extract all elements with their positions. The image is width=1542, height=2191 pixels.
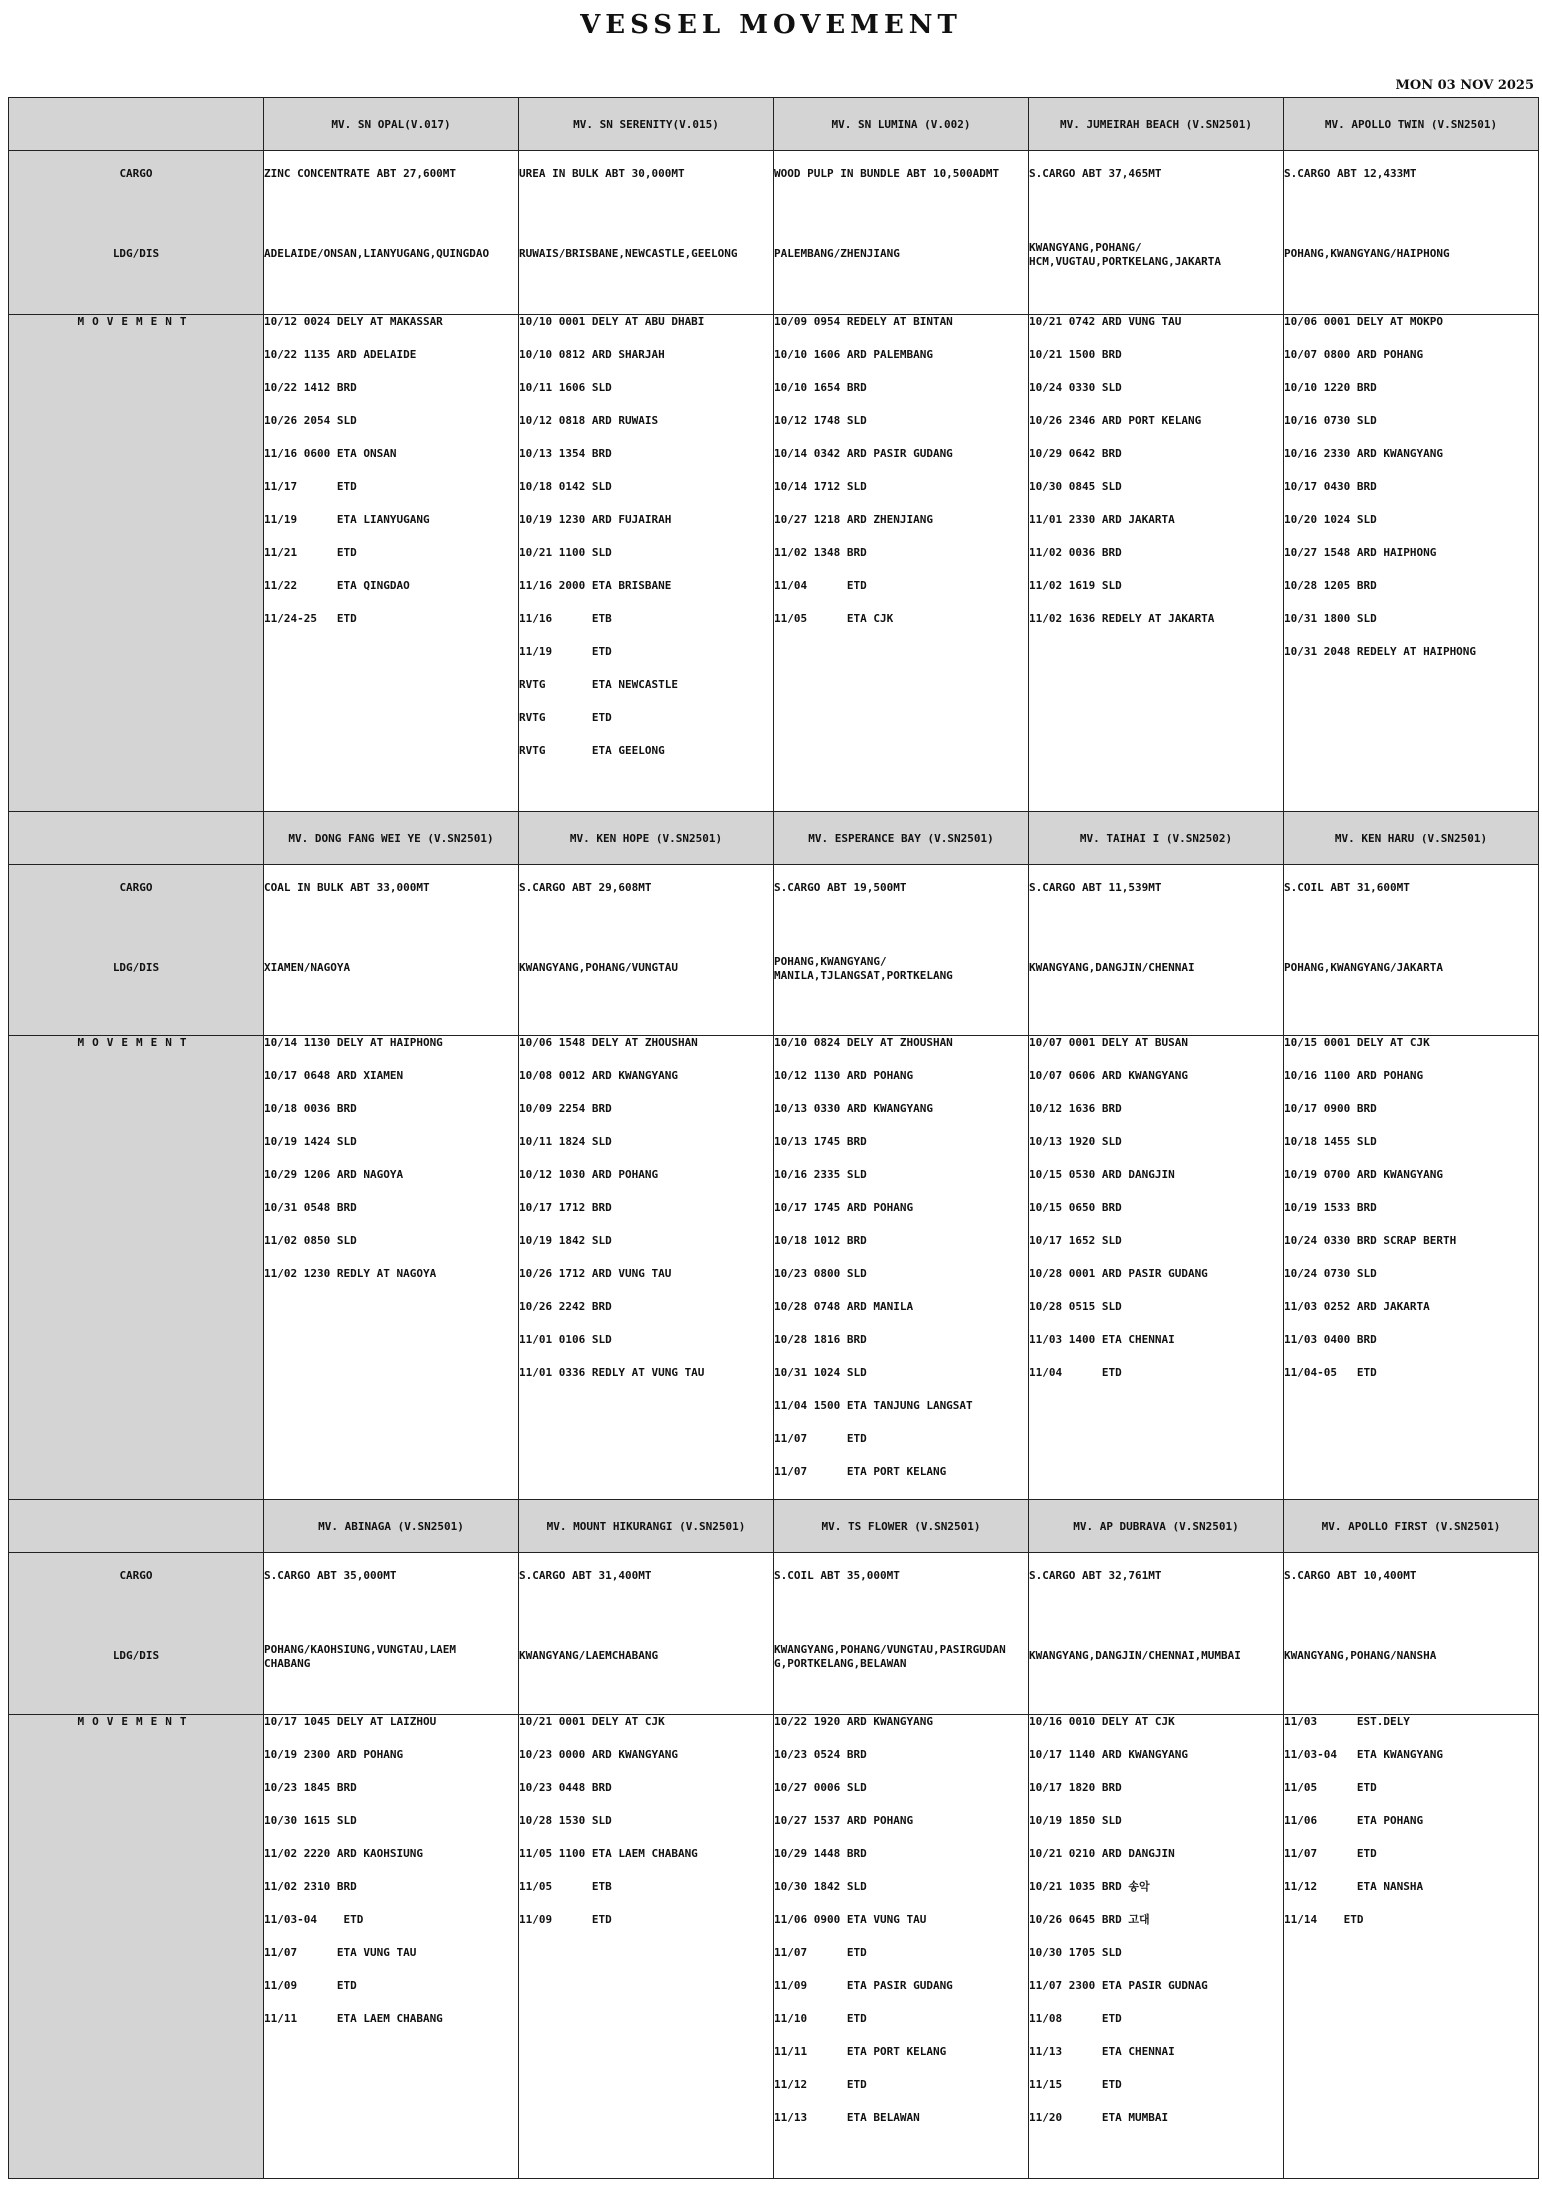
movement-label-cell: [9, 315, 264, 812]
cargo-description: S.CARGO ABT 11,539MT: [1029, 881, 1162, 894]
ldg-dis-route: KWANGYANG,POHANG/VUNGTAU,PASIRGUDAN: [774, 1643, 1006, 1656]
ldg-dis-route: KWANGYANG/LAEMCHABANG: [519, 1649, 659, 1662]
vessel-name: MV. MOUNT HIKURANGI (V.SN2501): [546, 1519, 746, 1533]
movement-entry: 10/19 1230 ARD FUJAIRAH: [519, 513, 672, 526]
movement-entry: 11/17 ETD: [264, 480, 357, 493]
movement-entry: 11/03 0252 ARD JAKARTA: [1284, 1300, 1430, 1313]
movement-entry: 10/19 2300 ARD POHANG: [264, 1748, 404, 1761]
movement-entry: 10/19 1842 SLD: [519, 1234, 612, 1247]
ldg-dis-route: KWANGYANG,DANGJIN/CHENNAI: [1029, 961, 1195, 974]
movement-entry: 10/11 1606 SLD: [519, 381, 612, 394]
movement-row: [9, 1036, 1539, 1500]
movement-cell: [1029, 1715, 1284, 2179]
movement-entry: 10/17 1652 SLD: [1029, 1234, 1122, 1247]
cargo-description: S.CARGO ABT 19,500MT: [774, 881, 907, 894]
ldg-dis-route: KWANGYANG,POHANG/NANSHA: [1284, 1649, 1437, 1662]
movement-entry: 10/24 0730 SLD: [1284, 1267, 1377, 1280]
vessel-name-cell: [1029, 98, 1284, 151]
movement-cell: [519, 315, 774, 812]
movement-entry: 10/29 0642 BRD: [1029, 447, 1122, 460]
cargo-cell: [264, 865, 519, 1036]
movement-entry: 10/10 0824 DELY AT ZHOUSHAN: [774, 1036, 953, 1049]
movement-cell: [264, 315, 519, 812]
vessel-name-cell: [519, 98, 774, 151]
cargo-cell: [1029, 865, 1284, 1036]
cargo-cell: [1284, 1553, 1539, 1715]
movement-entry: 10/15 0001 DELY AT CJK: [1284, 1036, 1430, 1049]
movement-entry: 10/22 1412 BRD: [264, 381, 357, 394]
cargo-cell: [774, 865, 1029, 1036]
movement-entry: 11/05 ETA CJK: [774, 612, 894, 625]
movement-entry: 11/19 ETA LIANYUGANG: [264, 513, 430, 526]
movement-entry: 11/05 ETD: [1284, 1781, 1377, 1794]
movement-entry: 11/02 1636 REDELY AT JAKARTA: [1029, 612, 1215, 625]
movement-entry: 10/06 1548 DELY AT ZHOUSHAN: [519, 1036, 698, 1049]
vessel-name-cell: [519, 812, 774, 865]
cargo-label-cell: [9, 865, 264, 1036]
ldg-dis-route: POHANG,KWANGYANG/HAIPHONG: [1284, 247, 1450, 260]
movement-cell: [519, 1036, 774, 1500]
movement-entry: 10/21 1035 BRD 송악: [1029, 1880, 1150, 1893]
movement-entry: 11/11 ETA PORT KELANG: [774, 2045, 947, 2058]
movement-entry: 10/31 2048 REDELY AT HAIPHONG: [1284, 645, 1477, 658]
cargo-row: [9, 1553, 1539, 1715]
movement-entry: 10/28 0001 ARD PASIR GUDANG: [1029, 1267, 1208, 1280]
movement-entry: 10/27 1537 ARD POHANG: [774, 1814, 914, 1827]
vessel-name-cell: [774, 98, 1029, 151]
cargo-description: S.CARGO ABT 32,761MT: [1029, 1569, 1162, 1582]
movement-entry: 10/23 0524 BRD: [774, 1748, 867, 1761]
vessel-name-cell: [774, 812, 1029, 865]
vessel-name: MV. SN SERENITY(V.015): [573, 117, 719, 131]
movement-entry: 10/23 0800 SLD: [774, 1267, 867, 1280]
movement-entry: 11/24-25 ETD: [264, 612, 357, 625]
movement-entry: 11/07 2300 ETA PASIR GUDNAG: [1029, 1979, 1208, 1992]
vessel-name: MV. KEN HOPE (V.SN2501): [569, 831, 723, 845]
movement-entry: 11/07 ETD: [774, 1946, 867, 1959]
vessel-name-cell: [1284, 812, 1539, 865]
movement-row: [9, 315, 1539, 812]
movement-entry: 10/16 1100 ARD POHANG: [1284, 1069, 1424, 1082]
movement-entry: 10/15 0650 BRD: [1029, 1201, 1122, 1214]
cargo-cell: [1284, 151, 1539, 315]
movement-entry: 10/19 1424 SLD: [264, 1135, 357, 1148]
movement-entry: 10/16 2335 SLD: [774, 1168, 867, 1181]
movement-entry: 11/01 2330 ARD JAKARTA: [1029, 513, 1175, 526]
movement-entry: RVTG ETA GEELONG: [519, 744, 665, 757]
movement-entry: 10/17 1745 ARD POHANG: [774, 1201, 914, 1214]
movement-entry: 10/26 2346 ARD PORT KELANG: [1029, 414, 1202, 427]
cargo-cell: [519, 151, 774, 315]
cargo-label-cell: [9, 1553, 264, 1715]
cargo-label: CARGO: [119, 1569, 153, 1582]
ldg-dis-route: ADELAIDE/ONSAN,LIANYUGANG,QUINGDAO: [264, 247, 490, 260]
cargo-description: S.COIL ABT 35,000MT: [774, 1569, 900, 1582]
movement-entry: 10/22 1920 ARD KWANGYANG: [774, 1715, 933, 1728]
movement-entry: 10/19 0700 ARD KWANGYANG: [1284, 1168, 1443, 1181]
movement-entry: 10/11 1824 SLD: [519, 1135, 612, 1148]
movement-entry: 11/15 ETD: [1029, 2078, 1122, 2091]
movement-label: MOVEMENT: [77, 1715, 195, 1728]
movement-entry: 10/13 1354 BRD: [519, 447, 612, 460]
vessel-name: MV. KEN HARU (V.SN2501): [1334, 831, 1488, 845]
movement-entry: RVTG ETD: [519, 711, 612, 724]
movement-entry: 10/27 0006 SLD: [774, 1781, 867, 1794]
movement-entry: 11/02 0850 SLD: [264, 1234, 357, 1247]
page-title: VESSEL MOVEMENT: [580, 10, 962, 40]
movement-entry: 10/12 0024 DELY AT MAKASSAR: [264, 315, 443, 328]
movement-entry: 11/09 ETD: [519, 1913, 612, 1926]
movement-entry: 10/12 1636 BRD: [1029, 1102, 1122, 1115]
vessel-name: MV. SN OPAL(V.017): [331, 117, 451, 131]
cargo-description: S.CARGO ABT 37,465MT: [1029, 167, 1162, 180]
ldg-dis-route: PALEMBANG/ZHENJIANG: [774, 247, 900, 260]
movement-entry: 11/02 0036 BRD: [1029, 546, 1122, 559]
movement-entry: 10/23 0000 ARD KWANGYANG: [519, 1748, 678, 1761]
movement-entry: 10/08 0012 ARD KWANGYANG: [519, 1069, 678, 1082]
ldg-dis-route: KWANGYANG,POHANG/: [1029, 241, 1142, 254]
movement-entry: 11/09 ETD: [264, 1979, 357, 1992]
cargo-row: [9, 151, 1539, 315]
vessel-name: MV. AP DUBRAVA (V.SN2501): [1073, 1519, 1239, 1533]
movement-entry: 10/12 1030 ARD POHANG: [519, 1168, 659, 1181]
ldg-dis-route: RUWAIS/BRISBANE,NEWCASTLE,GEELONG: [519, 247, 738, 260]
movement-entry: 10/30 1615 SLD: [264, 1814, 357, 1827]
cargo-cell: [774, 151, 1029, 315]
movement-entry: 11/20 ETA MUMBAI: [1029, 2111, 1169, 2124]
header-corner: [9, 98, 264, 151]
ldg-dis-route: KWANGYANG,POHANG/VUNGTAU: [519, 961, 678, 974]
movement-cell: [1284, 315, 1539, 812]
movement-entry: 10/16 0010 DELY AT CJK: [1029, 1715, 1175, 1728]
vessel-header-row: [9, 1500, 1539, 1553]
vessel-name: MV. TS FLOWER (V.SN2501): [821, 1519, 981, 1533]
ldg-dis-label: LDG/DIS: [112, 1649, 160, 1662]
movement-entry: 11/07 ETA VUNG TAU: [264, 1946, 417, 1959]
ldg-dis-route: XIAMEN/NAGOYA: [264, 961, 351, 974]
movement-entry: 10/07 0001 DELY AT BUSAN: [1029, 1036, 1188, 1049]
movement-entry: 10/07 0606 ARD KWANGYANG: [1029, 1069, 1188, 1082]
vessel-name-cell: [1284, 98, 1539, 151]
movement-entry: 11/04-05 ETD: [1284, 1366, 1377, 1379]
cargo-description: S.CARGO ABT 35,000MT: [264, 1569, 397, 1582]
movement-entry: 11/01 0106 SLD: [519, 1333, 612, 1346]
movement-entry: 11/07 ETD: [1284, 1847, 1377, 1860]
movement-entry: 10/24 0330 SLD: [1029, 381, 1122, 394]
movement-entry: 10/18 1012 BRD: [774, 1234, 867, 1247]
ldg-dis-route: HCM,VUGTAU,PORTKELANG,JAKARTA: [1029, 255, 1222, 268]
movement-entry: 11/04 ETD: [1029, 1366, 1122, 1379]
movement-entry: 10/12 0818 ARD RUWAIS: [519, 414, 659, 427]
movement-entry: 11/02 2310 BRD: [264, 1880, 357, 1893]
vessel-name: MV. JUMEIRAH BEACH (V.SN2501): [1059, 117, 1253, 131]
movement-entry: 10/14 1712 SLD: [774, 480, 867, 493]
vessel-name: MV. APOLLO TWIN (V.SN2501): [1324, 117, 1498, 131]
movement-label: MOVEMENT: [77, 315, 195, 328]
cargo-description: S.CARGO ABT 10,400MT: [1284, 1569, 1417, 1582]
movement-entry: 10/30 1842 SLD: [774, 1880, 867, 1893]
movement-cell: [264, 1036, 519, 1500]
cargo-description: COAL IN BULK ABT 33,000MT: [264, 881, 430, 894]
movement-entry: 10/23 0448 BRD: [519, 1781, 612, 1794]
vessel-name: MV. TAIHAI I (V.SN2502): [1079, 831, 1233, 845]
movement-entry: RVTG ETA NEWCASTLE: [519, 678, 678, 691]
movement-entry: 10/19 1533 BRD: [1284, 1201, 1377, 1214]
movement-entry: 10/17 1140 ARD KWANGYANG: [1029, 1748, 1188, 1761]
movement-entry: 11/16 2000 ETA BRISBANE: [519, 579, 672, 592]
movement-entry: 10/18 1455 SLD: [1284, 1135, 1377, 1148]
movement-cell: [774, 315, 1029, 812]
movement-entry: 10/17 1820 BRD: [1029, 1781, 1122, 1794]
cargo-cell: [264, 151, 519, 315]
vessel-name: MV. APOLLO FIRST (V.SN2501): [1321, 1519, 1501, 1533]
movement-entry: 10/06 0001 DELY AT MOKPO: [1284, 315, 1443, 328]
movement-cell: [774, 1036, 1029, 1500]
cargo-description: S.COIL ABT 31,600MT: [1284, 881, 1410, 894]
report-date: MON 03 NOV 2025: [1395, 78, 1534, 93]
movement-entry: 11/04 ETD: [774, 579, 867, 592]
movement-entry: 11/21 ETD: [264, 546, 357, 559]
movement-entry: 10/09 2254 BRD: [519, 1102, 612, 1115]
movement-entry: 10/28 0748 ARD MANILA: [774, 1300, 914, 1313]
movement-entry: 10/22 1135 ARD ADELAIDE: [264, 348, 417, 361]
movement-entry: 10/14 1130 DELY AT HAIPHONG: [264, 1036, 443, 1049]
movement-entry: 11/12 ETD: [774, 2078, 867, 2091]
cargo-cell: [1284, 865, 1539, 1036]
cargo-cell: [519, 1553, 774, 1715]
movement-entry: 11/07 ETA PORT KELANG: [774, 1465, 947, 1478]
movement-entry: 10/21 0210 ARD DANGJIN: [1029, 1847, 1175, 1860]
movement-entry: 10/26 1712 ARD VUNG TAU: [519, 1267, 672, 1280]
cargo-cell: [1029, 1553, 1284, 1715]
movement-entry: 11/02 1230 REDLY AT NAGOYA: [264, 1267, 437, 1280]
movement-entry: 10/17 1712 BRD: [519, 1201, 612, 1214]
cargo-description: S.CARGO ABT 31,400MT: [519, 1569, 652, 1582]
movement-cell: [1284, 1036, 1539, 1500]
vessel-name: MV. SN LUMINA (V.002): [831, 117, 971, 131]
movement-entry: 10/29 1206 ARD NAGOYA: [264, 1168, 404, 1181]
movement-entry: 10/09 0954 REDELY AT BINTAN: [774, 315, 953, 328]
movement-entry: 10/15 0530 ARD DANGJIN: [1029, 1168, 1175, 1181]
vessel-name-cell: [1029, 812, 1284, 865]
movement-entry: 11/03-04 ETA KWANGYANG: [1284, 1748, 1443, 1761]
movement-entry: 10/17 1045 DELY AT LAIZHOU: [264, 1715, 437, 1728]
movement-entry: 10/21 1100 SLD: [519, 546, 612, 559]
movement-cell: [1029, 315, 1284, 812]
movement-entry: 10/18 0036 BRD: [264, 1102, 357, 1115]
movement-entry: 10/13 0330 ARD KWANGYANG: [774, 1102, 933, 1115]
movement-entry: 11/01 0336 REDLY AT VUNG TAU: [519, 1366, 705, 1379]
movement-entry: 10/20 1024 SLD: [1284, 513, 1377, 526]
movement-entry: 11/02 1619 SLD: [1029, 579, 1122, 592]
cargo-cell: [264, 1553, 519, 1715]
vessel-movement-table: [8, 97, 1539, 2179]
movement-entry: 11/22 ETA QINGDAO: [264, 579, 410, 592]
movement-entry: 10/27 1548 ARD HAIPHONG: [1284, 546, 1437, 559]
movement-entry: 10/30 0845 SLD: [1029, 480, 1122, 493]
movement-entry: 10/17 0430 BRD: [1284, 480, 1377, 493]
vessel-name-cell: [519, 1500, 774, 1553]
movement-entry: 11/03 0400 BRD: [1284, 1333, 1377, 1346]
movement-entry: 10/21 0742 ARD VUNG TAU: [1029, 315, 1182, 328]
vessel-name: MV. ABINAGA (V.SN2501): [318, 1519, 464, 1533]
cargo-description: WOOD PULP IN BUNDLE ABT 10,500ADMT: [774, 167, 1000, 180]
movement-entry: 10/12 1748 SLD: [774, 414, 867, 427]
movement-entry: 10/10 1220 BRD: [1284, 381, 1377, 394]
movement-entry: 11/03 EST.DELY: [1284, 1715, 1410, 1728]
header-corner: [9, 812, 264, 865]
ldg-dis-label: LDG/DIS: [112, 961, 160, 974]
vessel-header-row: [9, 812, 1539, 865]
movement-entry: 10/31 0548 BRD: [264, 1201, 357, 1214]
movement-entry: 11/09 ETA PASIR GUDANG: [774, 1979, 953, 1992]
movement-entry: 10/28 1816 BRD: [774, 1333, 867, 1346]
movement-entry: 10/26 2242 BRD: [519, 1300, 612, 1313]
movement-entry: 11/03-04 ETD: [264, 1913, 364, 1926]
movement-cell: [774, 1715, 1029, 2179]
movement-entry: 11/10 ETD: [774, 2012, 867, 2025]
movement-entry: 10/30 1705 SLD: [1029, 1946, 1122, 1959]
movement-entry: 10/28 1530 SLD: [519, 1814, 612, 1827]
movement-entry: 10/17 0648 ARD XIAMEN: [264, 1069, 404, 1082]
ldg-dis-route: CHABANG: [264, 1657, 311, 1670]
movement-entry: 11/16 0600 ETA ONSAN: [264, 447, 397, 460]
ldg-dis-label: LDG/DIS: [112, 247, 160, 260]
movement-entry: 11/06 ETA POHANG: [1284, 1814, 1424, 1827]
movement-cell: [1029, 1036, 1284, 1500]
movement-entry: 10/28 1205 BRD: [1284, 579, 1377, 592]
movement-entry: 10/13 1920 SLD: [1029, 1135, 1122, 1148]
movement-entry: 10/26 2054 SLD: [264, 414, 357, 427]
movement-label-cell: [9, 1036, 264, 1500]
movement-entry: 10/17 0900 BRD: [1284, 1102, 1377, 1115]
movement-entry: 10/10 1654 BRD: [774, 381, 867, 394]
movement-entry: 11/03 1400 ETA CHENNAI: [1029, 1333, 1175, 1346]
ldg-dis-route: POHANG,KWANGYANG/: [774, 955, 887, 968]
movement-entry: 10/31 1800 SLD: [1284, 612, 1377, 625]
movement-entry: 10/13 1745 BRD: [774, 1135, 867, 1148]
movement-row: [9, 1715, 1539, 2179]
movement-entry: 10/10 0001 DELY AT ABU DHABI: [519, 315, 705, 328]
ldg-dis-route: POHANG,KWANGYANG/JAKARTA: [1284, 961, 1443, 974]
movement-entry: 10/21 0001 DELY AT CJK: [519, 1715, 665, 1728]
movement-entry: 10/16 2330 ARD KWANGYANG: [1284, 447, 1443, 460]
vessel-name-cell: [264, 812, 519, 865]
ldg-dis-route: G,PORTKELANG,BELAWAN: [774, 1657, 907, 1670]
movement-cell: [1284, 1715, 1539, 2179]
cargo-label-cell: [9, 151, 264, 315]
movement-entry: 10/24 0330 BRD SCRAP BERTH: [1284, 1234, 1457, 1247]
cargo-cell: [519, 865, 774, 1036]
movement-label: MOVEMENT: [77, 1036, 195, 1049]
movement-entry: 11/19 ETD: [519, 645, 612, 658]
movement-entry: 10/28 0515 SLD: [1029, 1300, 1122, 1313]
cargo-label: CARGO: [119, 167, 153, 180]
movement-entry: 10/18 0142 SLD: [519, 480, 612, 493]
cargo-row: [9, 865, 1539, 1036]
movement-entry: 11/11 ETA LAEM CHABANG: [264, 2012, 443, 2025]
movement-entry: 11/13 ETA BELAWAN: [774, 2111, 920, 2124]
cargo-description: ZINC CONCENTRATE ABT 27,600MT: [264, 167, 457, 180]
movement-entry: 10/31 1024 SLD: [774, 1366, 867, 1379]
movement-cell: [264, 1715, 519, 2179]
cargo-description: S.CARGO ABT 12,433MT: [1284, 167, 1417, 180]
header-corner: [9, 1500, 264, 1553]
vessel-header-row: [9, 98, 1539, 151]
movement-entry: 10/07 0800 ARD POHANG: [1284, 348, 1424, 361]
ldg-dis-route: MANILA,TJLANGSAT,PORTKELANG: [774, 969, 953, 982]
ldg-dis-route: POHANG/KAOHSIUNG,VUNGTAU,LAEM: [264, 1643, 457, 1656]
movement-entry: 10/10 1606 ARD PALEMBANG: [774, 348, 933, 361]
movement-entry: 11/12 ETA NANSHA: [1284, 1880, 1424, 1893]
movement-entry: 10/12 1130 ARD POHANG: [774, 1069, 914, 1082]
movement-entry: 10/19 1850 SLD: [1029, 1814, 1122, 1827]
movement-label-cell: [9, 1715, 264, 2179]
cargo-description: S.CARGO ABT 29,608MT: [519, 881, 652, 894]
cargo-description: UREA IN BULK ABT 30,000MT: [519, 167, 685, 180]
movement-cell: [519, 1715, 774, 2179]
movement-entry: 10/23 1845 BRD: [264, 1781, 357, 1794]
movement-entry: 11/02 2220 ARD KAOHSIUNG: [264, 1847, 423, 1860]
vessel-name-cell: [264, 1500, 519, 1553]
movement-entry: 10/29 1448 BRD: [774, 1847, 867, 1860]
movement-entry: 11/13 ETA CHENNAI: [1029, 2045, 1175, 2058]
ldg-dis-route: KWANGYANG,DANGJIN/CHENNAI,MUMBAI: [1029, 1649, 1241, 1662]
movement-entry: 11/05 ETB: [519, 1880, 612, 1893]
movement-entry: 11/08 ETD: [1029, 2012, 1122, 2025]
movement-entry: 11/02 1348 BRD: [774, 546, 867, 559]
movement-entry: 11/07 ETD: [774, 1432, 867, 1445]
vessel-name-cell: [1029, 1500, 1284, 1553]
vessel-name: MV. DONG FANG WEI YE (V.SN2501): [288, 831, 494, 845]
movement-entry: 11/05 1100 ETA LAEM CHABANG: [519, 1847, 698, 1860]
movement-entry: 10/26 0645 BRD 고대: [1029, 1913, 1150, 1926]
cargo-cell: [1029, 151, 1284, 315]
movement-entry: 11/16 ETB: [519, 612, 612, 625]
movement-entry: 10/16 0730 SLD: [1284, 414, 1377, 427]
movement-entry: 11/04 1500 ETA TANJUNG LANGSAT: [774, 1399, 973, 1412]
movement-entry: 10/10 0812 ARD SHARJAH: [519, 348, 665, 361]
movement-entry: 10/14 0342 ARD PASIR GUDANG: [774, 447, 953, 460]
cargo-cell: [774, 1553, 1029, 1715]
movement-entry: 10/27 1218 ARD ZHENJIANG: [774, 513, 933, 526]
movement-entry: 11/06 0900 ETA VUNG TAU: [774, 1913, 927, 1926]
vessel-name-cell: [774, 1500, 1029, 1553]
vessel-name-cell: [264, 98, 519, 151]
cargo-label: CARGO: [119, 881, 153, 894]
vessel-name-cell: [1284, 1500, 1539, 1553]
movement-entry: 11/14 ETD: [1284, 1913, 1364, 1926]
vessel-name: MV. ESPERANCE BAY (V.SN2501): [808, 831, 994, 845]
movement-entry: 10/21 1500 BRD: [1029, 348, 1122, 361]
